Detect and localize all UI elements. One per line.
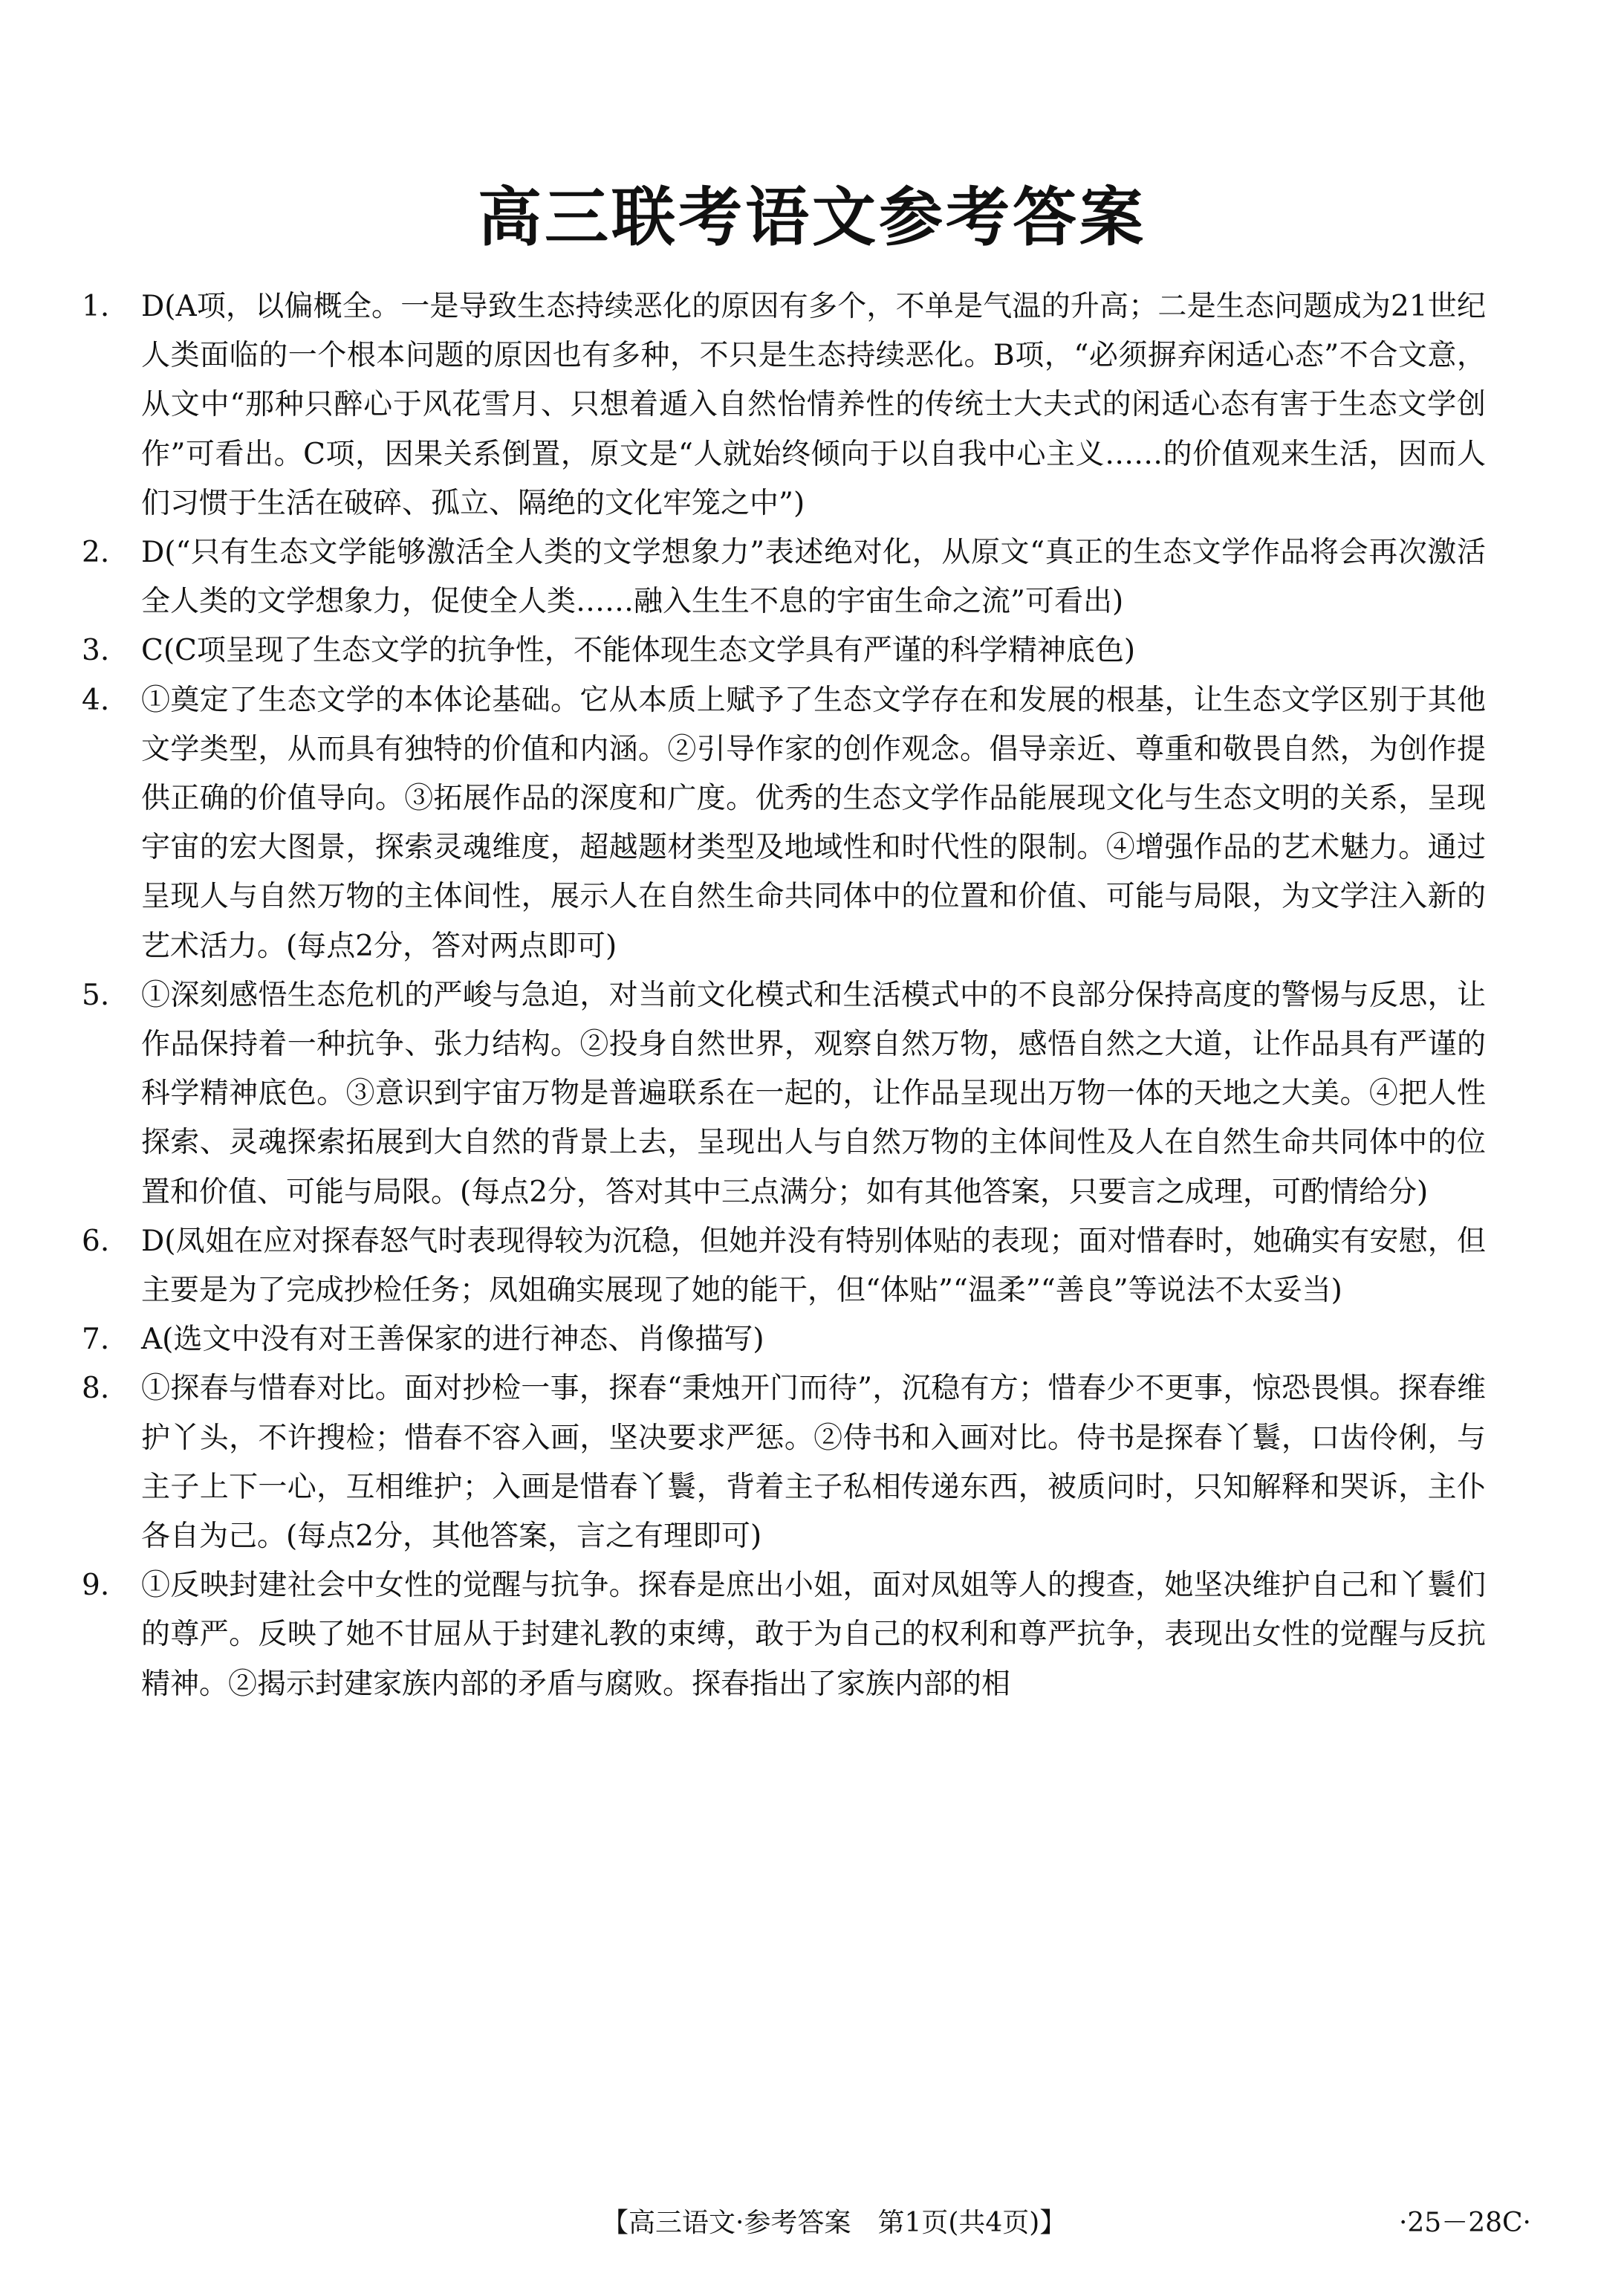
footer-label: 【高三语文·参考答案 第1页(共4页)】	[602, 2208, 1067, 2238]
answer-item	[82, 1561, 1486, 1709]
answer-number: 5.	[82, 978, 110, 1012]
answer-item	[82, 282, 1486, 528]
footer-code: ·25－28C·	[1398, 2208, 1531, 2238]
answer-item	[82, 1217, 1486, 1315]
answer-number: 9.	[82, 1569, 110, 1603]
answer-number: 7.	[82, 1323, 110, 1357]
page-footer	[0, 2201, 1624, 2246]
answer-text: ①深刻感悟生态危机的严峻与急迫，对当前文化模式和生活模式中的不良部分保持高度的警惕与反思，让作品保持着一种抗争、张力结构。②投身自然世界，观察自然万物，感悟自然之大道，让作品具有严谨的科学精神底色。③意识到宇宙万物是普遍联系在一起的，让作品呈现出万物一体的天地之大美。④把人性探索、灵魂探索拓展到大自然的背景上去，呈现出人与自然万物的主体间性及人在自然生命共同体中的位置和价值、可能与局限。(每点2分，答对其中三点满分；如有其他答案，只要言之成理，可酌情给分)	[141, 978, 1486, 1209]
answer-number: 8.	[82, 1372, 110, 1406]
answer-text: D(A项，以偏概全。一是导致生态持续恶化的原因有多个，不单是气温的升高；二是生态问题成为21世纪人类面临的一个根本问题的原因也有多种，不只是生态持续恶化。B项，“必须摒弃闲适心态”不合文意，从文中“那种只醉心于风花雪月、只想着遁入自然怡情养性的传统士大夫式的闲适心态有害于生态文学创作”可看出。C项，因果关系倒置，原文是“人就始终倾向于以自我中心主义……的价值观来生活，因而人们习惯于生活在破碎、孤立、隔绝的文化牢笼之中”)	[141, 290, 1486, 520]
answer-text: C(C项呈现了生态文学的抗争性，不能体现生态文学具有严谨的科学精神底色)	[141, 634, 1136, 668]
answer-text: ①奠定了生态文学的本体论基础。它从本质上赋予了生态文学存在和发展的根基，让生态文学区别于其他文学类型，从而具有独特的价值和内涵。②引导作家的创作观念。倡导亲近、尊重和敬畏自然，为创作提供正确的价值导向。③拓展作品的深度和广度。优秀的生态文学作品能展现文化与生态文明的关系，呈现宇宙的宏大图景，探索灵魂维度，超越题材类型及地域性和时代性的限制。④增强作品的艺术魅力。通过呈现人与自然万物的主体间性，展示人在自然生命共同体中的位置和价值、可能与局限，为文学注入新的艺术活力。(每点2分，答对两点即可)	[141, 683, 1486, 963]
answer-text: A(选文中没有对王善保家的进行神态、肖像描写)	[141, 1323, 764, 1357]
answer-number: 6.	[82, 1224, 110, 1258]
answer-item	[82, 1364, 1486, 1561]
page-title: 高三联考语文参考答案	[478, 181, 1146, 255]
answer-item	[82, 676, 1486, 971]
answer-item	[82, 626, 1486, 675]
answer-number: 2.	[82, 536, 110, 570]
answer-text: ①反映封建社会中女性的觉醒与抗争。探春是庶出小姐，面对凤姐等人的搜查，她坚决维护自己和丫鬟们的尊严。反映了她不甘屈从于封建礼教的束缚，敢于为自己的权利和尊严抗争，表现出女性的觉醒与反抗精神。②揭示封建家族内部的矛盾与腐败。探春指出了家族内部的相	[141, 1569, 1486, 1701]
answer-list	[82, 282, 1486, 1709]
answer-number: 3.	[82, 634, 110, 668]
answer-item	[82, 1315, 1486, 1364]
answer-number: 4.	[82, 683, 110, 717]
answer-item	[82, 971, 1486, 1217]
answer-item	[82, 528, 1486, 626]
answer-text: D(凤姐在应对探春怒气时表现得较为沉稳，但她并没有特别体贴的表现；面对惜春时，她确实有安慰，但主要是为了完成抄检任务；凤姐确实展现了她的能干，但“体贴”“温柔”“善良”等说法不太妥当)	[141, 1224, 1486, 1308]
answer-text: D(“只有生态文学能够激活全人类的文学想象力”表述绝对化，从原文“真正的生态文学作品将会再次激活全人类的文学想象力，促使全人类……融入生生不息的宇宙生命之流”可看出)	[141, 536, 1486, 619]
answer-text: ①探春与惜春对比。面对抄检一事，探春“秉烛开门而待”，沉稳有方；惜春少不更事，惊恐畏惧。探春维护丫头，不许搜检；惜春不容入画，坚决要求严惩。②侍书和入画对比。侍书是探春丫鬟，口齿伶俐，与主子上下一心，互相维护；入画是惜春丫鬟，背着主子私相传递东西，被质问时，只知解释和哭诉，主仆各自为己。(每点2分，其他答案，言之有理即可)	[141, 1372, 1486, 1554]
answer-number: 1.	[82, 290, 110, 323]
